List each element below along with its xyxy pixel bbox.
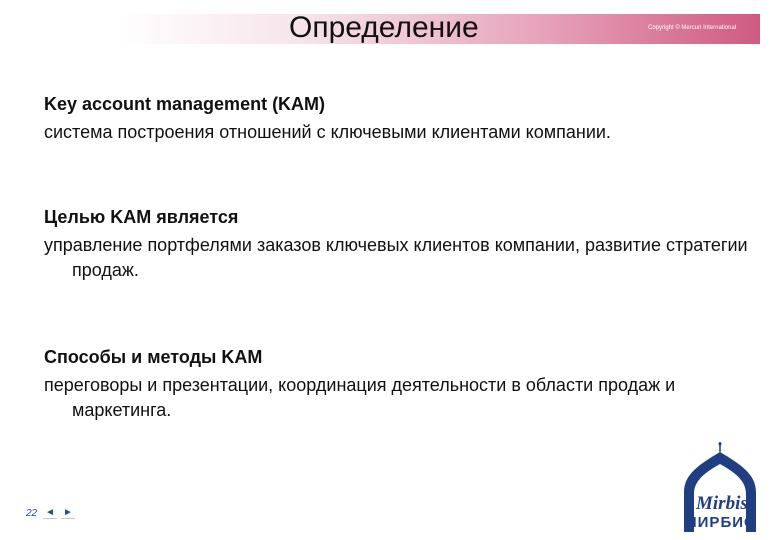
section-definition xyxy=(44,92,756,145)
slide-footer xyxy=(26,507,79,519)
section-text: управление портфелями заказов ключевых клиентов компании, развитие стратегии продаж. xyxy=(44,235,748,280)
section-heading: Целью KAM является xyxy=(44,207,239,227)
next-slide-icon[interactable]: ► xyxy=(63,507,73,518)
section-methods xyxy=(44,345,756,423)
section-text: система построения отношений с ключевыми клиентами компании. xyxy=(44,122,611,142)
section-goal xyxy=(44,205,756,283)
page-title: Определение xyxy=(289,11,479,44)
section-heading: Способы и методы KAM xyxy=(44,347,263,367)
copyright-text: Copyright © Mercuri International xyxy=(648,25,737,31)
section-heading: Key account management (KAM) xyxy=(44,94,326,114)
logo-script-text: Mirbis xyxy=(696,493,748,514)
logo-name: МИРБИС xyxy=(684,514,756,531)
section-text: переговоры и презентации, координация деятельности в области продаж и маркетинга. xyxy=(44,375,676,420)
page-number: 22 xyxy=(26,507,38,519)
prev-slide-icon[interactable]: ◄ xyxy=(45,507,56,518)
